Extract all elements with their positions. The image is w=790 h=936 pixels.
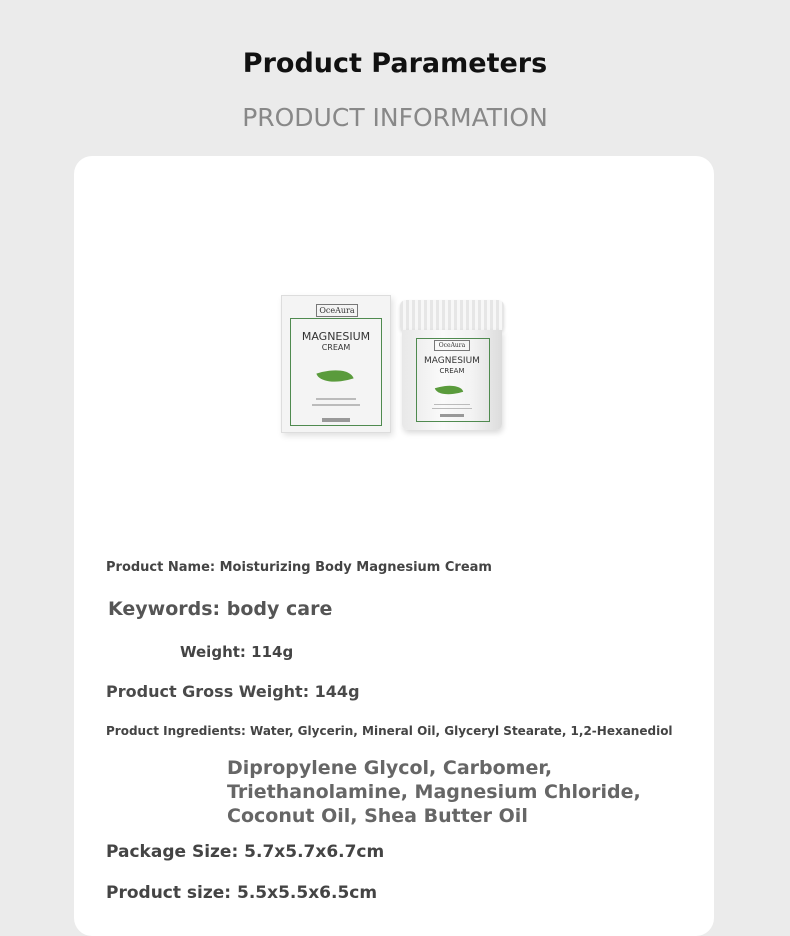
box-product-name-2: CREAM: [321, 343, 351, 352]
jar-body: [402, 330, 502, 430]
product-box-image: [281, 295, 391, 433]
gross-weight: Product Gross Weight: 144g: [106, 682, 360, 701]
package-size: Package Size: 5.7x5.7x6.7cm: [106, 842, 385, 862]
product-name: Product Name: Moisturizing Body Magnesium Cream: [106, 560, 492, 575]
product-size: Product size: 5.5x5.5x6.5cm: [106, 883, 378, 903]
page-subtitle: PRODUCT INFORMATION: [242, 103, 548, 132]
jar-product-name-2: CREAM: [439, 367, 465, 375]
jar-fine-print: [434, 404, 470, 405]
box-fine-print: [316, 398, 356, 400]
box-product-name-1: MAGNESIUM: [301, 330, 371, 343]
ingredients-line-1: Product Ingredients: Water, Glycerin, Mineral Oil, Glyceryl Stearate, 1,2-Hexanediol: [106, 724, 673, 738]
weight: Weight: 114g: [180, 643, 294, 661]
jar-lid: [400, 300, 504, 330]
page-title: Product Parameters: [242, 48, 548, 79]
jar-weight-badge: [440, 414, 464, 417]
jar-brand-logo: OceAura: [434, 340, 470, 351]
box-weight-badge: [322, 418, 350, 422]
jar-product-name-1: MAGNESIUM: [424, 356, 480, 366]
keywords: Keywords: body care: [108, 598, 333, 620]
product-jar-image: [400, 300, 504, 430]
box-brand-logo: OceAura: [316, 304, 358, 317]
box-fine-print: [312, 404, 360, 406]
jar-fine-print: [432, 408, 472, 409]
ingredients-line-2: Dipropylene Glycol, Carbomer, Triethanolamine, Magnesium Chloride, Coconut Oil, Shea Butter Oil: [227, 757, 641, 827]
product-info-card: [74, 156, 714, 936]
